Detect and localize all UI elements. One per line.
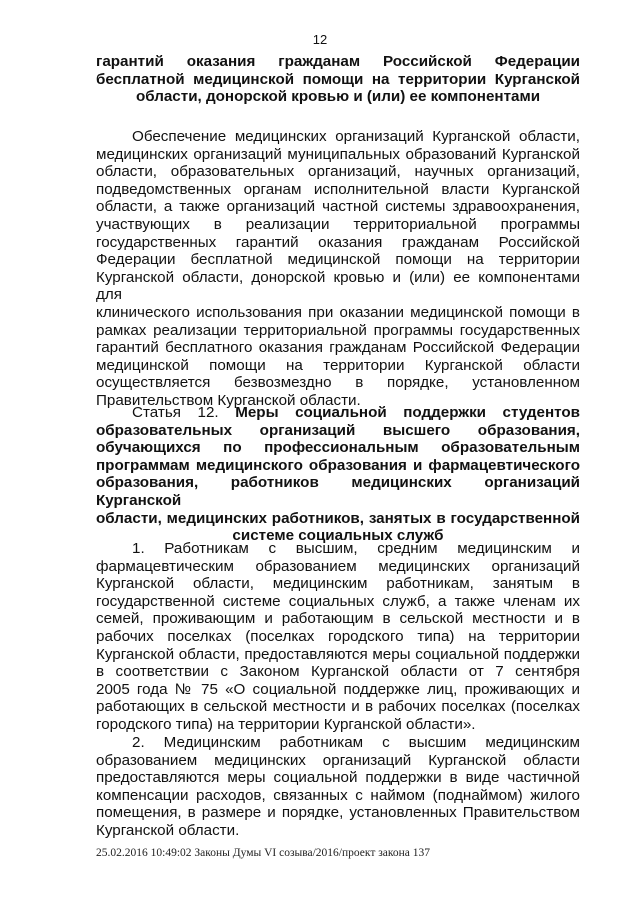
text-line: клинического использования при оказании медицинской помощи в [96,303,580,321]
text-line: работающих в сельской местности и в рабочих поселках (поселках [96,698,580,716]
text-line: образованием медицинских организаций Курганской области [96,751,580,769]
text-line: Курганской области, предоставляются меры социальной поддержки [96,645,580,663]
article-heading-line: обучающихся по профессиональным образовательным [96,439,580,457]
text-line: области, а также организаций частной системы здравоохранения, [96,198,580,216]
heading-line: гарантий оказания гражданам Российской Федерации [96,53,580,70]
clause-1 [96,540,580,734]
document-footer: 25.02.2016 10:49:02 Законы Думы VI созыва/2016/проект закона 137 [96,847,431,859]
text-line: предоставляются меры социальной поддержки в виде частичной [96,769,580,787]
heading-continuation [96,53,580,106]
text-line: Курганской области, донорской кровью и (или) ее компонентами для [96,268,580,304]
text-line: 1. Работникам с высшим, средним медицинским и [132,540,580,557]
text-line: государственной системе социальных служб, а также членам их [96,592,580,610]
text-line: в соответствии с Законом Курганской области от 7 сентября [96,663,580,681]
text-line: фармацевтическим образованием медицинских организаций [96,557,580,575]
text-line: помещения, в размере и порядке, установленных Правительством [96,804,580,822]
text-line: Правительством Курганской области. [96,391,361,409]
text-line: городского типа) на территории Курганской области». [96,715,476,733]
text-line: Федерации бесплатной медицинской помощи на территории [96,251,580,269]
text-line: области, образовательных организаций, научных организаций, [96,163,580,181]
text-line: Курганской области, медицинским работникам, занятым в [96,575,580,593]
article-heading-line: программам медицинского образования и фармацевтического [96,456,580,474]
clause-2 [96,734,580,840]
text-line: медицинских организаций муниципальных образований Курганской [96,145,580,163]
text-line: Обеспечение медицинских организаций Курганской области, [132,128,580,145]
text-line: рамках реализации территориальной программы государственных [96,321,580,339]
text-line: Курганской области. [96,821,240,839]
article-heading-line [96,404,580,422]
text-line: осуществляется безвозмездно в порядке, установленном [96,374,580,392]
text-line: государственных гарантий оказания гражданам Российской [96,233,580,251]
heading-line: бесплатной медицинской помощи на территории Курганской [96,70,580,88]
text-line: компенсации расходов, связанных с наймом (поднаймом) жилого [96,786,580,804]
page-number: 12 [312,32,328,47]
paragraph-supply [96,128,580,410]
article-title-part: Меры социальной поддержки студентов [235,404,581,421]
text-line: 2005 года № 75 «О социальной поддержке лиц, проживающих и [96,680,580,698]
article-heading-line: системе социальных служб [232,527,444,545]
article-12-heading [96,404,580,545]
article-heading-line: образовательных организаций высшего образования, [96,421,580,439]
text-line: участвующих в реализации территориальной программы [96,215,580,233]
text-line: 2. Медицинским работникам с высшим медицинским [132,734,580,751]
text-line: семей, проживающим и работающим в сельской местности и в [96,610,580,628]
heading-line: области, донорской кровью и (или) ее компонентами [135,88,541,106]
text-line: гарантий бесплатного оказания гражданам Российской Федерации [96,339,580,357]
article-heading-line: области, медицинских работников, занятых в государственной [96,509,580,527]
text-line: подведомственных органам исполнительной власти Курганской [96,180,580,198]
text-line: рабочих поселках (поселках городского типа) на территории [96,627,580,645]
article-number: Статья 12. [132,404,236,421]
text-line: медицинской помощи на территории Курганской области [96,356,580,374]
article-heading-line: образования, работников медицинских организаций Курганской [96,474,580,509]
